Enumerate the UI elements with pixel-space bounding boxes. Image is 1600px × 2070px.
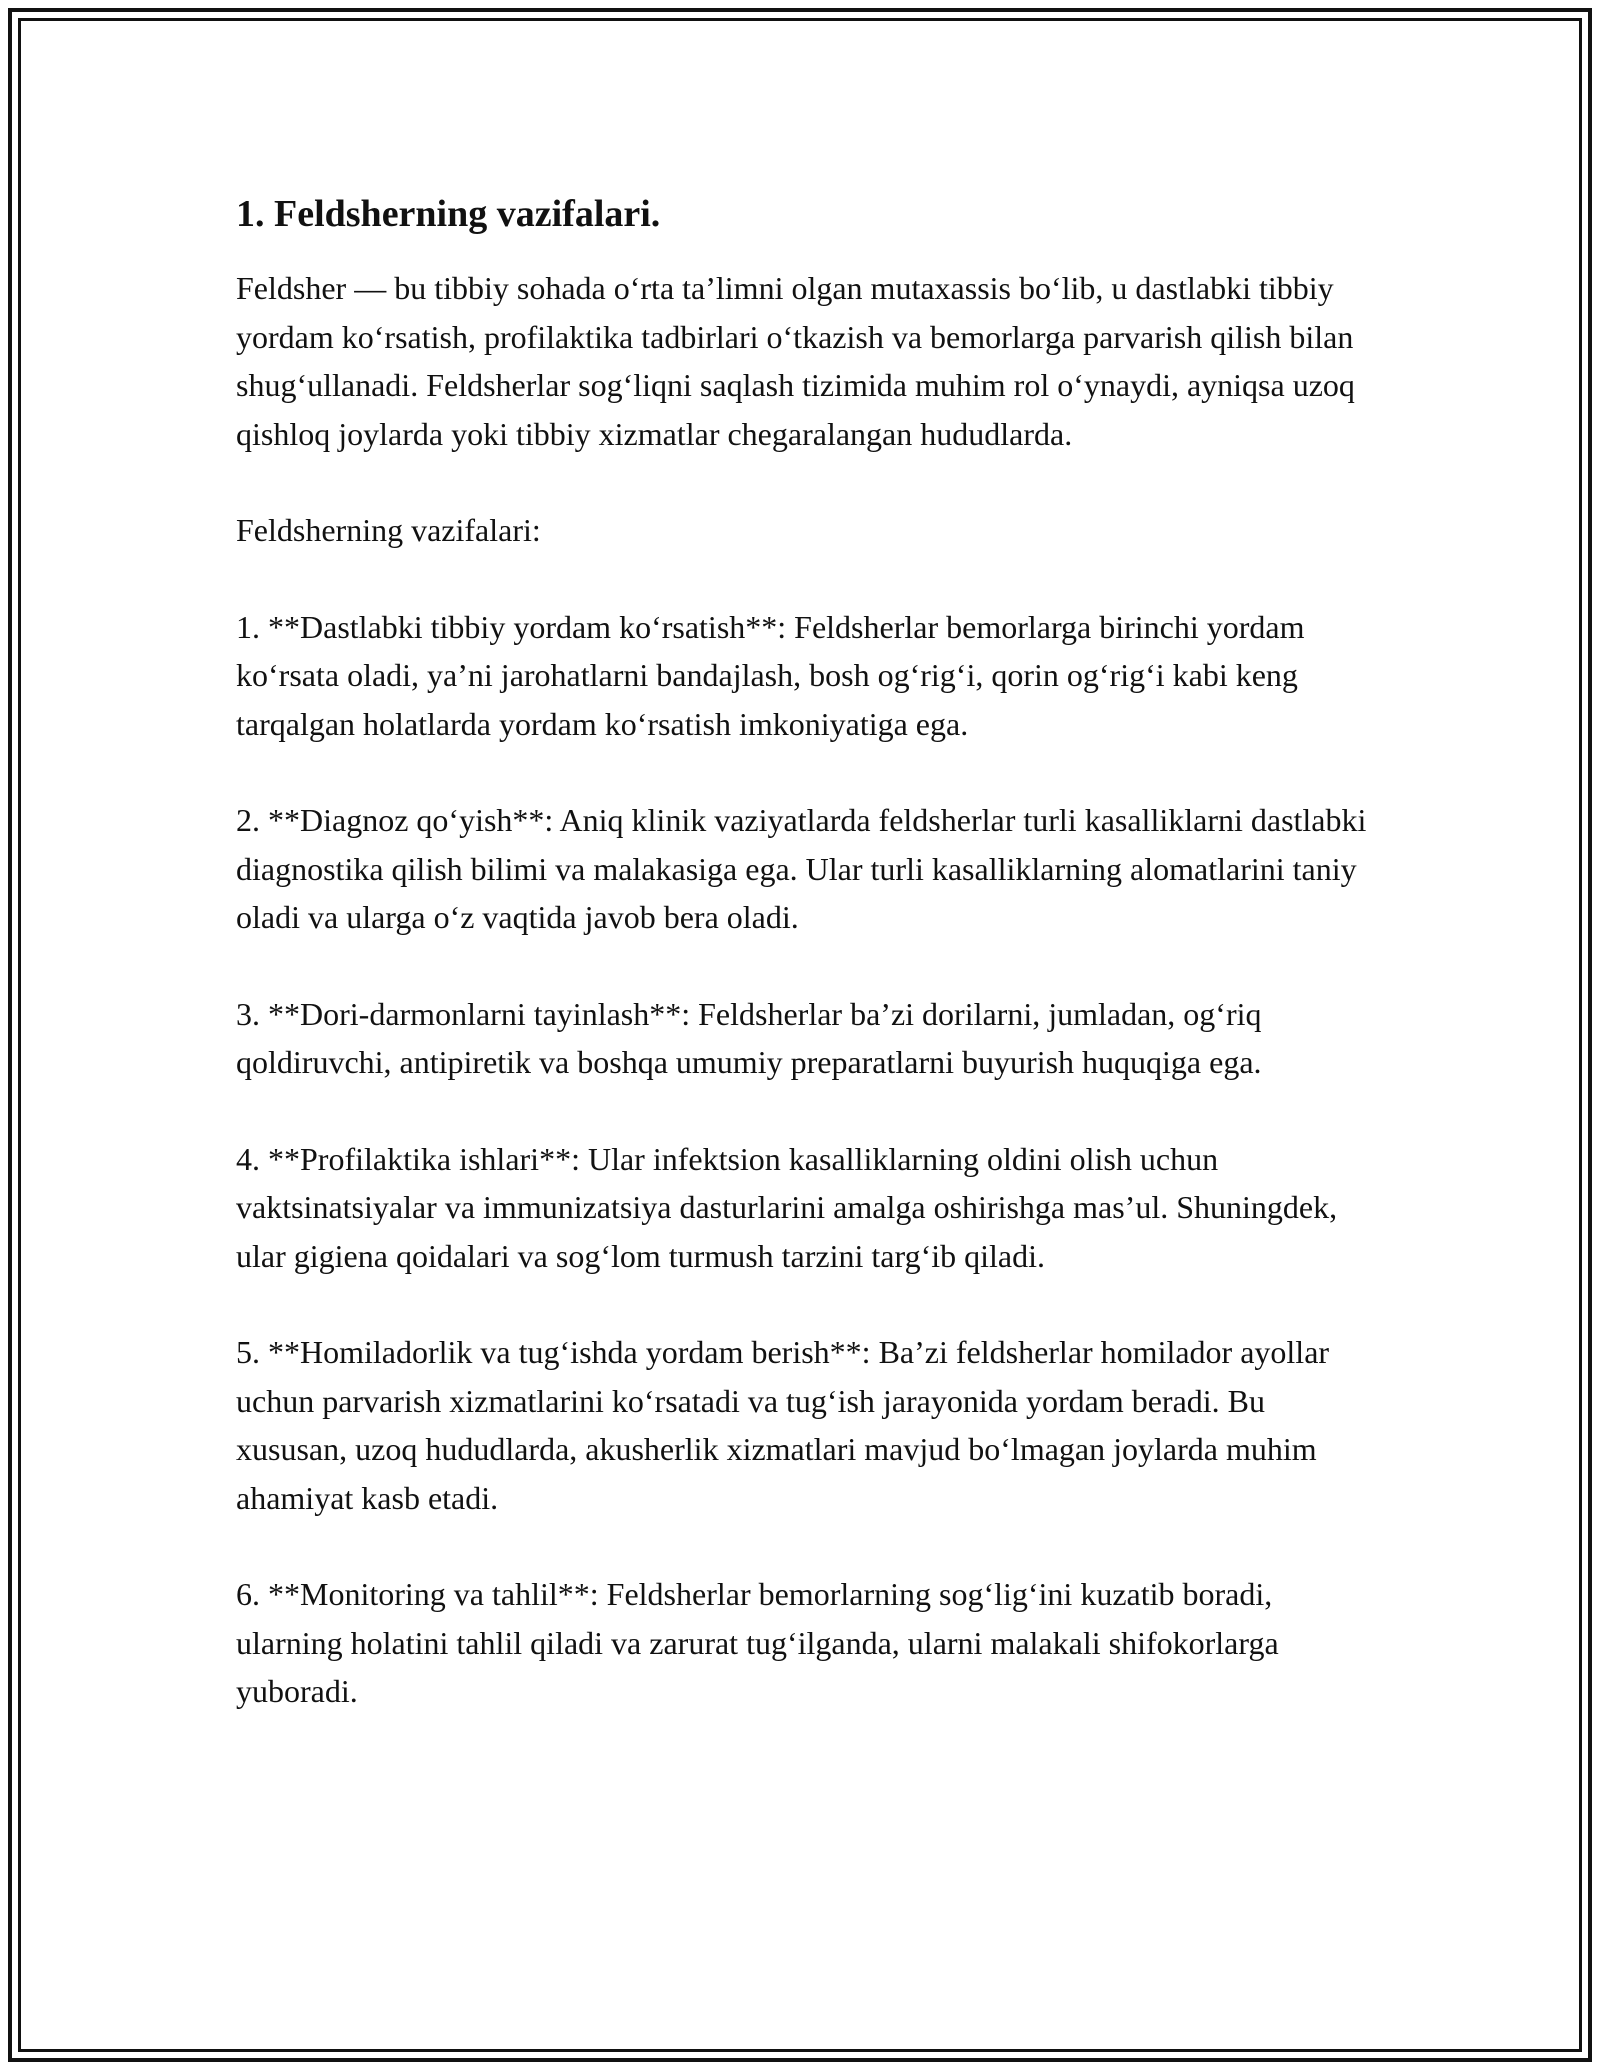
duty-item-3: 3. **Dori-darmonlarni tayinlash**: Feldsherlar ba’zi dorilarni, jumladan, og‘riq qoldiruvchi, antipiretik va boshqa umumiy preparatlarni buyurish huquqiga ega. bbox=[236, 995, 1262, 1080]
duties-heading: Feldsherning vazifalari: bbox=[236, 512, 541, 548]
intro-paragraph: Feldsher — bu tibbiy sohada o‘rta ta’limni olgan mutaxassis bo‘lib, u dastlabki tibbiy yordam ko‘rsatish, profilaktika tadbirlari o‘tkazish va bemorlarga parvarish qilish bilan shug‘ullanadi. Feldsherlar sog‘liqni saqlash tizimida muhim rol o‘ynaydi, ayniqsa uzoq qishloq joylarda yoki tibbiy xizmatlar chegaralangan hududlarda. bbox=[236, 270, 1355, 452]
duty-item-5: 5. **Homiladorlik va tug‘ishda yordam berish**: Ba’zi feldsherlar homilador ayollar uchun parvarish xizmatlarini ko‘rsatadi va tug‘ish jarayonida yordam beradi. Bu xususan, uzoq hududlarda, akusherlik xizmatlari mavjud bo‘lmagan joylarda muhim ahamiyat kasb etadi. bbox=[236, 1334, 1330, 1516]
duty-item-1: 1. **Dastlabki tibbiy yordam ko‘rsatish**: Feldsherlar bemorlarga birinchi yordam ko‘rsata oladi, ya’ni jarohatlarni bandajlash, bosh og‘rig‘i, qorin og‘rig‘i kabi keng tarqalgan holatlarda yordam ko‘rsatish imkoniyatiga ega. bbox=[236, 608, 1305, 742]
duty-item-4: 4. **Profilaktika ishlari**: Ular infektsion kasalliklarning oldini olish uchun vaktsinatsiyalar va immunizatsiya dasturlarini amalga oshirishga mas’ul. Shuningdek, ular gigiena qoidalari va sog‘lom turmush tarzini targ‘ib qiladi. bbox=[236, 1140, 1338, 1274]
document-body bbox=[236, 188, 1376, 1764]
duty-item-6: 6. **Monitoring va tahlil**: Feldsherlar bemorlarning sog‘lig‘ini kuzatib boradi, ularning holatini tahlil qiladi va zarurat tug‘ilganda, ularni malakali shifokorlarga yuboradi. bbox=[236, 1576, 1279, 1709]
document-title: 1. Feldsherning vazifalari. bbox=[236, 193, 661, 235]
duty-item-2: 2. **Diagnoz qo‘yish**: Aniq klinik vaziyatlarda feldsherlar turli kasalliklarni dastlabki diagnostika qilish bilimi va malakasiga ega. Ular turli kasalliklarning alomatlarini taniy oladi va ularga o‘z vaqtida javob bera oladi. bbox=[236, 802, 1367, 935]
